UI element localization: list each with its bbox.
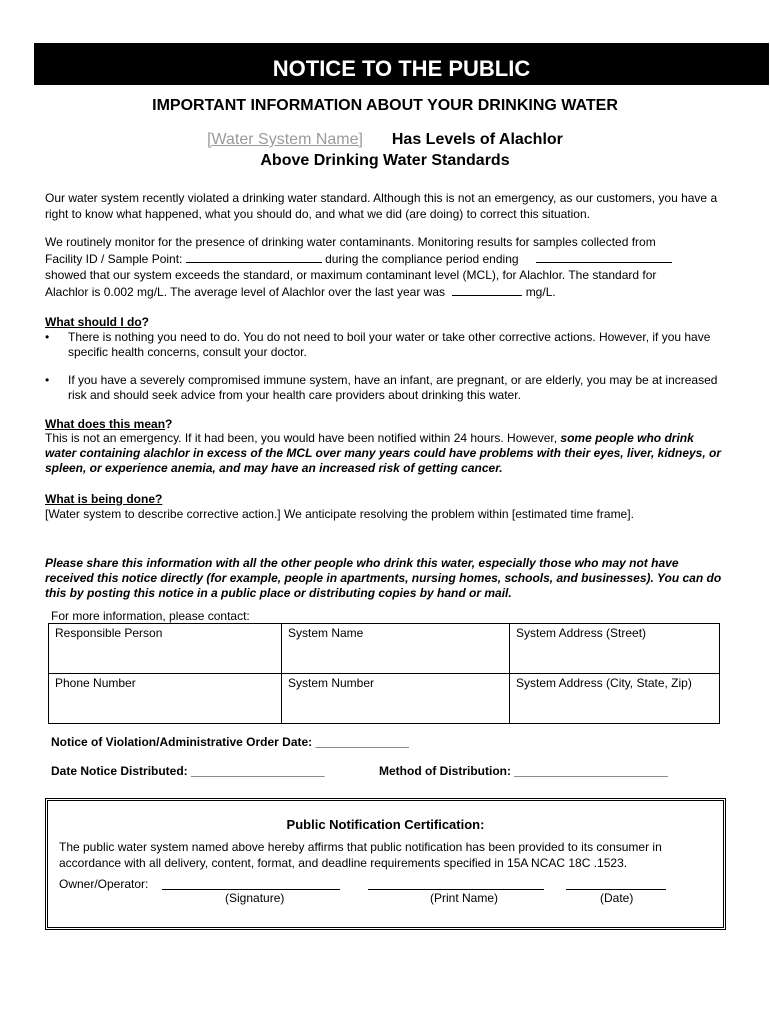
should-do-qmark: ? [141,315,149,329]
title-line-2: Above Drinking Water Standards [260,152,510,169]
monitor-line-1: We routinely monitor for the presence of drinking water contaminants. Monitoring results for samples collected from [45,235,656,249]
notice-banner: NOTICE TO THE PUBLIC [34,43,769,85]
print-name-blank[interactable] [368,878,544,890]
responsible-person-cell[interactable]: Responsible Person [49,624,282,674]
table-row [49,624,720,674]
unit-text: mg/L. [525,285,556,299]
meaning-header-text: What does this mean [45,417,166,431]
title-part-1: Has Levels of Alachlor [391,131,563,148]
system-name-cell[interactable]: System Name [282,624,510,674]
bullet-2-text: If you have a severely compromised immune system, have an infant, are pregnant, or are elderly, you may be at increased risk and should seek advice from your health care providers about drinking this water. [68,373,718,402]
system-address-city-cell[interactable]: System Address (City, State, Zip) [510,674,720,724]
intro-paragraph: Our water system recently violated a drinking water standard. Although this is not an emergency, as our customers, you have a right to know what happened, what you should do, and what we did (are doing) to correct this situation. [45,191,718,221]
period-ending-blank[interactable] [536,251,672,263]
bullet-dot-icon: • [45,330,50,344]
average-level-blank[interactable] [452,284,522,296]
method-distribution-line[interactable]: Method of Distribution: _______________________ [379,764,668,778]
bullet-2 [45,373,725,405]
signature-blank[interactable] [162,878,340,890]
print-name-caption: (Print Name) [430,891,499,905]
bullet-1-text: There is nothing you need to do. You do not need to boil your water or take other corrective actions. However, if you have specific health concerns, consult your doctor. [68,330,711,359]
share-paragraph: Please share this information with all the other people who drink this water, especially those who may not have received this notice directly (for example, people in apartments, nursing homes, schools, and businesses). You can do this by posting this notice in a public place or distributing copies by hand or mail. [45,556,722,600]
should-do-header-text: What should I do [45,315,142,329]
meaning-paragraph [45,431,725,476]
phone-number-cell[interactable]: Phone Number [49,674,282,724]
system-address-street-cell[interactable]: System Address (Street) [510,624,720,674]
certification-box [45,798,726,930]
done-heading [45,491,725,507]
should-do-heading [45,314,725,330]
date-blank[interactable] [566,878,666,890]
contact-table [48,623,720,724]
bullet-dot-icon: • [45,373,50,387]
date-distributed-line[interactable]: Date Notice Distributed: ____________________ [51,764,325,778]
contact-intro: For more information, please contact: [51,609,250,623]
compliance-label: during the compliance period ending [325,252,519,266]
subtitle: IMPORTANT INFORMATION ABOUT YOUR DRINKING WATER [152,97,618,114]
title-line-1 [0,131,770,149]
date-caption: (Date) [600,891,634,905]
bullet-1 [45,330,725,362]
done-header-text: What is being done? [45,492,163,506]
water-system-name-field[interactable]: [Water System Name] [207,131,363,148]
meaning-bold-text: some people who drink water containing alachlor in excess of the MCL over many years could have problems with their eyes, liver, kidneys, or spleen, or experience anemia, and may have an increased risk of getting cancer. [45,431,722,475]
average-level-text: Alachlor is 0.002 mg/L. The average level of Alachlor over the last year was [45,285,445,299]
certification-title: Public Notification Certification: [286,817,485,832]
violation-date-line[interactable]: Notice of Violation/Administrative Order Date: ______________ [51,735,409,749]
monitor-line-3: showed that our system exceeds the standard, or maximum contaminant level (MCL), for Alachlor. The standard for [45,268,657,282]
monitor-line-4 [45,284,725,300]
facility-label: Facility ID / Sample Point: [45,252,183,266]
meaning-plain-text: This is not an emergency. If it had been, you would have been notified within 24 hours. However, [45,431,561,445]
done-paragraph: [Water system to describe corrective action.] We anticipate resolving the problem within [estimated time frame]. [45,507,634,521]
signature-caption: (Signature) [225,891,285,905]
owner-operator-label: Owner/Operator: [59,877,149,891]
monitor-line-2 [45,251,725,267]
meaning-qmark: ? [165,417,173,431]
system-number-cell[interactable]: System Number [282,674,510,724]
certification-text: The public water system named above hereby affirms that public notification has been provided to its consumer in accordance with all delivery, content, format, and deadline requirements specified in 15A NCAC 18C .1523. [59,840,662,870]
facility-blank[interactable] [186,251,322,263]
meaning-heading [45,416,725,432]
table-row [49,674,720,724]
